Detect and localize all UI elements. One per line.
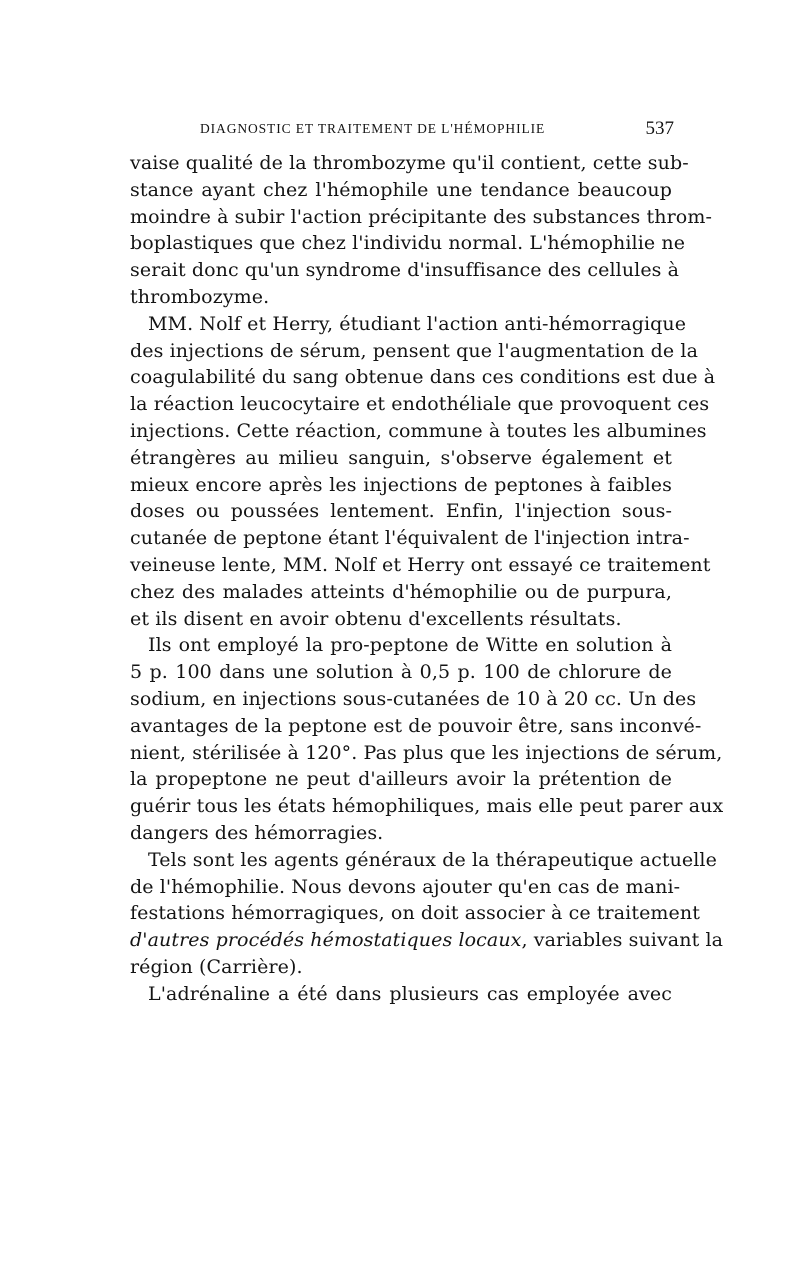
text-line: des injections de sérum, pensent que l'augmentation de la	[130, 339, 699, 362]
body-text	[130, 150, 724, 1008]
text-line: sodium, en injections sous-cutanées de 10 à 20 cc. Un des	[130, 687, 697, 710]
text-line: avantages de la peptone est de pouvoir être, sans inconvé-	[130, 714, 702, 737]
text-line: nient, stérilisée à 120°. Pas plus que les injections de sérum,	[130, 741, 723, 764]
text-line: étrangères au milieu sanguin, s'observe également et	[130, 446, 672, 469]
text-line: de l'hémophilie. Nous devons ajouter qu'en cas de mani-	[130, 875, 681, 898]
italic-phrase: d'autres procédés hémostatiques locaux	[130, 929, 522, 952]
text-line: chez des malades atteints d'hémophilie ou de purpura,	[130, 580, 672, 603]
text-line: 5 p. 100 dans une solution à 0,5 p. 100 de chlorure de	[130, 661, 672, 684]
running-head	[200, 118, 674, 141]
page-number: 537	[645, 118, 674, 139]
text-line: serait donc qu'un syndrome d'insuffisance des cellules à	[130, 259, 680, 282]
text-line: boplastiques que chez l'individu normal. L'hémophilie ne	[130, 232, 686, 255]
text-line: la propeptone ne peut d'ailleurs avoir la prétention de	[130, 768, 672, 791]
text-line: Ils ont employé la pro-peptone de Witte en solution à	[148, 634, 672, 657]
text-line: dangers des hémorragies.	[130, 821, 384, 844]
text-line: doses ou poussées lentement. Enfin, l'injection sous-	[130, 500, 672, 523]
running-title: DIAGNOSTIC ET TRAITEMENT DE L'HÉMOPHILIE	[200, 121, 546, 136]
text-line: cutanée de peptone étant l'équivalent de l'injection intra-	[130, 527, 690, 550]
text-line: Tels sont les agents généraux de la thérapeutique actuelle	[148, 848, 717, 871]
text-segment: , variables suivant la	[521, 929, 724, 952]
text-line: coagulabilité du sang obtenue dans ces conditions est due à	[130, 366, 716, 389]
text-line: vaise qualité de la thrombozyme qu'il contient, cette sub-	[130, 152, 689, 174]
text-line: guérir tous les états hémophiliques, mais elle peut parer aux	[130, 795, 724, 818]
text-line: MM. Nolf et Herry, étudiant l'action anti-hémorragique	[148, 312, 687, 335]
text-line: veineuse lente, MM. Nolf et Herry ont essayé ce traitement	[130, 553, 711, 576]
text-line: festations hémorragiques, on doit associer à ce traitement	[130, 902, 700, 925]
text-line: injections. Cette réaction, commune à toutes les albumines	[130, 419, 707, 442]
text-line	[130, 927, 724, 954]
text-line: région (Carrière).	[130, 955, 303, 978]
text-line: thrombozyme.	[130, 285, 270, 308]
text-line: mieux encore après les injections de peptones à faibles	[130, 473, 672, 496]
text-line: et ils disent en avoir obtenu d'excellents résultats.	[130, 607, 622, 630]
text-line: moindre à subir l'action précipitante des substances throm-	[130, 205, 712, 228]
text-line: L'adrénaline a été dans plusieurs cas employée avec	[148, 982, 672, 1005]
text-line: la réaction leucocytaire et endothéliale que provoquent ces	[130, 393, 710, 416]
text-line: stance ayant chez l'hémophile une tendance beaucoup	[130, 178, 672, 201]
